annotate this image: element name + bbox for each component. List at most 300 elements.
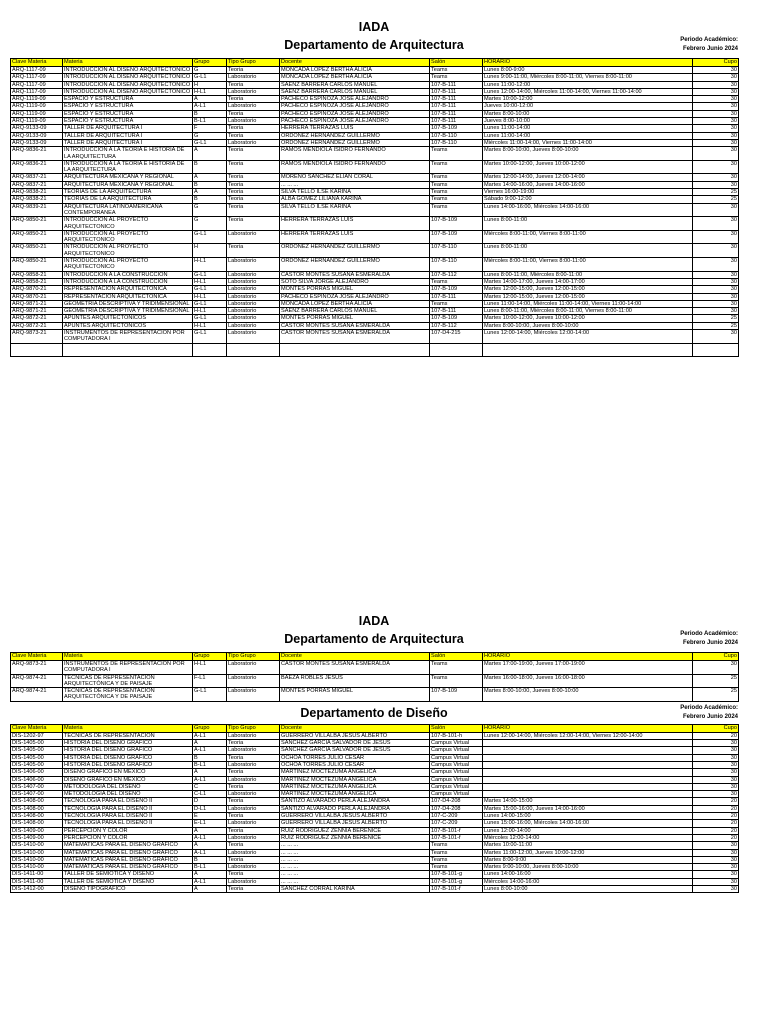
cell-cupo: 20 — [693, 805, 739, 812]
cell-docente: PACHECO ESPINOZA JOSE ALEJANDRO — [280, 96, 430, 103]
cell-docente: ORDOÑEZ HERNANDEZ GUILLERMO — [280, 132, 430, 139]
cell-materia: MATEMATICAS PARA EL DISEÑO GRAFICO — [63, 864, 193, 871]
table-row — [11, 864, 739, 871]
cell-cupo: 30 — [693, 203, 739, 217]
cell-clave-materia: ARQ-1117-09 — [11, 67, 63, 74]
cell-clave-materia: ARQ-9838-21 — [11, 196, 63, 203]
cell-clave-materia: DIS-1410-00 — [11, 849, 63, 856]
cell-horario — [483, 769, 693, 776]
cell-clave-materia: DIS-1408-00 — [11, 820, 63, 827]
table-row — [11, 110, 739, 117]
cell-docente: CASTOR MONTES SUSANA ESMERALDA — [280, 322, 430, 329]
cell-docente: SANTIZO ALVARADO PERLA ALEJANDRA — [280, 805, 430, 812]
cell-salon: 107-B-101-f — [430, 886, 483, 893]
cell-cupo: 30 — [693, 293, 739, 300]
cell-grupo: F — [193, 125, 227, 132]
cell-horario: Martes 10:00-12:00, Jueves 10:00-12:00 — [483, 315, 693, 322]
cell-salon: Campus Virtual — [430, 754, 483, 761]
cell-horario: Martes 10:00-11:00 — [483, 842, 693, 849]
cell-tipo-grupo: Laboratorio — [227, 674, 280, 688]
cell-cupo: 30 — [693, 661, 739, 675]
cell-tipo-grupo: Teoria — [227, 81, 280, 88]
cell-tipo-grupo: Teoria — [227, 798, 280, 805]
cell-grupo: G — [193, 67, 227, 74]
cell-grupo: G-L1 — [193, 286, 227, 293]
cell-horario: Jueves 8:00-10:00 — [483, 118, 693, 125]
cell-salon: 107-B-111 — [430, 308, 483, 315]
cell-grupo: B — [193, 754, 227, 761]
cell-clave-materia: DIS-1408-00 — [11, 813, 63, 820]
table-row — [11, 761, 739, 768]
cell-docente: RAMOS MENDIOLA ISIDRO FERNANDO — [280, 160, 430, 174]
column-header-materia: Materia — [63, 724, 193, 732]
cell-cupo: 30 — [693, 286, 739, 293]
column-header-clave-materia: Clave Materia — [11, 724, 63, 732]
cell-horario: Lunes 12:00-14:00, Miércoles 12:00-14:00 — [483, 329, 693, 343]
cell-materia: PERCEPCION Y COLOR — [63, 834, 193, 841]
cell-horario: Lunes 11:00-14:00 — [483, 132, 693, 139]
cell-horario: Martes 15:00-16:00, Jueves 14:00-16:00 — [483, 805, 693, 812]
cell-cupo: 30 — [693, 125, 739, 132]
table-row — [11, 871, 739, 878]
cell-materia: PERCEPCION Y COLOR — [63, 827, 193, 834]
cell-clave-materia: ARQ-9839-21 — [11, 203, 63, 217]
cell-cupo: 30 — [693, 160, 739, 174]
cell-horario: Martes 12:00-15:00, Jueves 12:00-15:00 — [483, 293, 693, 300]
cell-cupo: 30 — [693, 329, 739, 343]
cell-cupo: 20 — [693, 834, 739, 841]
cell-cupo: 30 — [693, 174, 739, 181]
cell-materia: MATEMATICAS PARA EL DISEÑO GRAFICO — [63, 856, 193, 863]
cell-horario: Miércoles 14:00-16:00 — [483, 878, 693, 885]
cell-docente: HERRERA TERRAZAS LUIS — [280, 217, 430, 231]
cell-tipo-grupo: Teoria — [227, 842, 280, 849]
institution-title: IADA — [358, 20, 390, 34]
cell-docente: ALBA GOMEZ LILIANA KARINA — [280, 196, 430, 203]
cell-cupo: 25 — [693, 674, 739, 688]
cell-cupo: 30 — [693, 300, 739, 307]
cell-clave-materia: ARQ-9850-21 — [11, 217, 63, 231]
cell-docente: PACHECO ESPINOZA JOSE ALEJANDRO — [280, 118, 430, 125]
periodo-label: Periodo Académico: Febrero Junio 2024 — [680, 631, 738, 646]
cell-docente: SANCHEZ CORRAL KARINA — [280, 886, 430, 893]
cell-docente: ... ... ... — [280, 842, 430, 849]
cell-materia: MATEMATICAS PARA EL DISEÑO GRAFICO — [63, 849, 193, 856]
cell-grupo: A — [193, 96, 227, 103]
cell-docente: OCHOA TORRES JULIO CESAR — [280, 761, 430, 768]
cell-horario: Lunes 15:00-16:00, Miércoles 14:00-16:00 — [483, 820, 693, 827]
cell-tipo-grupo: Laboratorio — [227, 878, 280, 885]
cell-materia: TECNICAS DE REPRESENTACIÓN ARQUITECTÓNICA Y DE PAISAJE — [63, 688, 193, 702]
table-row — [11, 878, 739, 885]
cell-cupo: 30 — [693, 761, 739, 768]
cell-salon: Teams — [430, 160, 483, 174]
cell-materia: TEORIAS DE LA ARQUITECTURA — [63, 196, 193, 203]
cell-materia: INTRODUCCIÓN A LA CONSTRUCCIÓN — [63, 278, 193, 285]
cell-tipo-grupo: Teoria — [227, 856, 280, 863]
cell-salon: Teams — [430, 278, 483, 285]
cell-salon: 107-D4-215 — [430, 329, 483, 343]
table-row — [11, 132, 739, 139]
cell-salon: Campus Virtual — [430, 761, 483, 768]
cell-docente: MORENO SANCHEZ ELIAN CORAL — [280, 174, 430, 181]
table-row — [11, 805, 739, 812]
cell-horario: Martes 14:00-16:00, Jueves 14:00-16:00 — [483, 181, 693, 188]
cell-cupo: 30 — [693, 74, 739, 81]
cell-horario: Martes 11:00-12:00, Jueves 10:00-12:00 — [483, 849, 693, 856]
table-row — [11, 189, 739, 196]
cell-clave-materia: ARQ-9872-21 — [11, 315, 63, 322]
schedule-table-arquitectura — [10, 58, 739, 357]
table-row — [11, 67, 739, 74]
cell-salon: Teams — [430, 181, 483, 188]
cell-cupo: 30 — [693, 740, 739, 747]
table-row — [11, 147, 739, 161]
cell-tipo-grupo: Teoria — [227, 174, 280, 181]
cell-grupo: A — [193, 189, 227, 196]
cell-salon: Campus Virtual — [430, 791, 483, 798]
cell-materia: ESPACIO Y ESTRUCTURA — [63, 103, 193, 110]
table-row — [11, 244, 739, 258]
cell-cupo: 30 — [693, 81, 739, 88]
column-header-horario: HORARIO — [483, 59, 693, 67]
cell-tipo-grupo: Laboratorio — [227, 849, 280, 856]
table-row — [11, 747, 739, 754]
cell-docente: PACHECO ESPINOZA JOSE ALEJANDRO — [280, 293, 430, 300]
cell-grupo: A — [193, 827, 227, 834]
cell-tipo-grupo: Laboratorio — [227, 300, 280, 307]
cell-cupo: 30 — [693, 67, 739, 74]
cell-salon: 107-B-109 — [430, 688, 483, 702]
table-row — [11, 886, 739, 893]
cell-tipo-grupo: Teoria — [227, 189, 280, 196]
table-row — [11, 160, 739, 174]
table-row — [11, 688, 739, 702]
cell-grupo: H-L1 — [193, 88, 227, 95]
cell-clave-materia: DIS-1405-00 — [11, 761, 63, 768]
cell-materia: HISTORIA DEL DISEÑO GRAFICO — [63, 740, 193, 747]
cell-materia: ARQUITECTURA LATINOAMERICANA CONTEMPORANEA — [63, 203, 193, 217]
cell-clave-materia: ARQ-9837-21 — [11, 181, 63, 188]
cell-horario: Viernes 16:00-19:00 — [483, 189, 693, 196]
cell-grupo: A-L1 — [193, 732, 227, 739]
department-title: Departamento de Arquitectura — [284, 632, 464, 646]
cell-horario — [483, 343, 693, 356]
cell-cupo: 30 — [693, 886, 739, 893]
cell-horario: Martes 8:00-10:00, Jueves 8:00-10:00 — [483, 322, 693, 329]
cell-horario: Martes 8:00-10:00, Jueves 8:00-10:00 — [483, 688, 693, 702]
cell-salon: 107-B-101-f — [430, 827, 483, 834]
table-row — [11, 834, 739, 841]
table-row — [11, 329, 739, 343]
cell-materia: TECNOLOGIA PARA EL DISEÑO II — [63, 813, 193, 820]
cell-cupo: 30 — [693, 118, 739, 125]
cell-tipo-grupo: Laboratorio — [227, 864, 280, 871]
table-row — [11, 125, 739, 132]
cell-tipo-grupo: Teoria — [227, 871, 280, 878]
column-header-docente: Docente — [280, 59, 430, 67]
cell-grupo: A — [193, 842, 227, 849]
cell-materia: DISEÑO GRAFICO EN MEXICO — [63, 776, 193, 783]
cell-grupo: A — [193, 174, 227, 181]
cell-salon: Teams — [430, 842, 483, 849]
cell-tipo-grupo: Laboratorio — [227, 315, 280, 322]
cell-salon: Teams — [430, 67, 483, 74]
cell-docente: ... ... ... — [280, 856, 430, 863]
table-row — [11, 300, 739, 307]
cell-docente: SAENZ BARRERA CARLOS MANUEL — [280, 88, 430, 95]
cell-salon: 107-B-111 — [430, 118, 483, 125]
cell-cupo: 30 — [693, 747, 739, 754]
cell-tipo-grupo: Teoria — [227, 813, 280, 820]
cell-tipo-grupo: Teoria — [227, 96, 280, 103]
cell-grupo: A-L1 — [193, 878, 227, 885]
schedule-table-arquitectura-cont — [10, 652, 739, 702]
cell-docente: SILVA TELLO ILSE KARINA — [280, 203, 430, 217]
table-row — [11, 849, 739, 856]
cell-salon: 107-B-111 — [430, 81, 483, 88]
cell-materia: TECNOLOGIA PARA EL DISEÑO II — [63, 820, 193, 827]
cell-salon: Teams — [430, 196, 483, 203]
cell-grupo: G-L1 — [193, 230, 227, 244]
cell-grupo: A — [193, 147, 227, 161]
cell-salon: Teams — [430, 849, 483, 856]
cell-docente: RUIZ RODRIGUEZ ZENNIA BERENICE — [280, 827, 430, 834]
table-row — [11, 842, 739, 849]
cell-clave-materia: DIS-1412-00 — [11, 886, 63, 893]
header-row — [11, 653, 739, 661]
cell-materia: GEOMETRIA DESCRIPTIVA Y TRIDIMENSIONAL — [63, 308, 193, 315]
cell-horario: Martes 9:00-10:00, Jueves 8:00-10:00 — [483, 864, 693, 871]
cell-cupo: 20 — [693, 732, 739, 739]
schedule-page-2 — [10, 614, 738, 893]
cell-tipo-grupo: Laboratorio — [227, 271, 280, 278]
cell-docente: MONCADA LOPEZ BERTHA ALICIA — [280, 67, 430, 74]
cell-docente: BAEZA ROBLES JESUS — [280, 674, 430, 688]
cell-docente: CASTOR MONTES SUSANA ESMERALDA — [280, 329, 430, 343]
section-header — [10, 702, 738, 724]
cell-materia: ESPACIO Y ESTRUCTURA — [63, 118, 193, 125]
page-header — [10, 614, 738, 652]
table-row — [11, 308, 739, 315]
cell-clave-materia: DIS-1408-00 — [11, 798, 63, 805]
cell-cupo: 30 — [693, 878, 739, 885]
table-row — [11, 813, 739, 820]
cell-cupo: 30 — [693, 271, 739, 278]
cell-docente: ORDOÑEZ HERNANDEZ GUILLERMO — [280, 258, 430, 272]
table-row — [11, 674, 739, 688]
cell-cupo: 25 — [693, 315, 739, 322]
cell-tipo-grupo: Laboratorio — [227, 661, 280, 675]
table-row — [11, 139, 739, 146]
cell-horario — [483, 761, 693, 768]
cell-grupo: B — [193, 196, 227, 203]
cell-tipo-grupo: Teoria — [227, 827, 280, 834]
cell-horario: Martes 8:00-10:00 — [483, 110, 693, 117]
schedule-page-1 — [10, 20, 738, 357]
cell-materia: INTRODUCCION AL PROYECTO ARQUITECTONICO — [63, 230, 193, 244]
table-row — [11, 322, 739, 329]
cell-docente: ... ... ... — [280, 871, 430, 878]
cell-horario: Lunes 8:00-11:00 — [483, 244, 693, 258]
cell-tipo-grupo: Teoria — [227, 147, 280, 161]
cell-grupo: A — [193, 740, 227, 747]
cell-materia: INTRODUCCIÓN A LA TEORIA E HISTORIA DE LA ARQUITECTURA — [63, 147, 193, 161]
cell-horario: Lunes 12:00-14:00 — [483, 827, 693, 834]
cell-tipo-grupo: Laboratorio — [227, 322, 280, 329]
cell-cupo: 30 — [693, 791, 739, 798]
cell-clave-materia: ARQ-9874-21 — [11, 674, 63, 688]
cell-horario: Miércoles 11:00-14:00, Viernes 11:00-14:00 — [483, 139, 693, 146]
cell-tipo-grupo: Laboratorio — [227, 805, 280, 812]
column-header-grupo: Grupo — [193, 59, 227, 67]
cell-salon: Campus Virtual — [430, 776, 483, 783]
column-header-tipo-grupo: Tipo Grupo — [227, 59, 280, 67]
cell-cupo: 30 — [693, 754, 739, 761]
cell-clave-materia: ARQ-9870-21 — [11, 286, 63, 293]
cell-materia: ESPACIO Y ESTRUCTURA — [63, 96, 193, 103]
cell-materia: TECNOLOGIA PARA EL DISEÑO II — [63, 798, 193, 805]
cell-tipo-grupo: Laboratorio — [227, 820, 280, 827]
column-header-horario: HORARIO — [483, 724, 693, 732]
column-header-grupo: Grupo — [193, 724, 227, 732]
cell-docente: CASTOR MONTES SUSANA ESMERALDA — [280, 661, 430, 675]
cell-grupo: G-L1 — [193, 74, 227, 81]
department-title: Departamento de Diseño — [300, 705, 448, 720]
cell-tipo-grupo: Laboratorio — [227, 761, 280, 768]
cell-horario: Martes 12:00-15:00, Jueves 12:00-15:00 — [483, 286, 693, 293]
cell-salon: 107-B-111 — [430, 103, 483, 110]
cell-grupo: D — [193, 798, 227, 805]
table-row — [11, 791, 739, 798]
column-header-salon: Salón — [430, 59, 483, 67]
column-header-clave-materia: Clave Materia — [11, 653, 63, 661]
cell-docente: MONTES PORRAS MIGUEL — [280, 688, 430, 702]
cell-tipo-grupo: Teoria — [227, 783, 280, 790]
cell-tipo-grupo: Teoria — [227, 754, 280, 761]
cell-horario — [483, 776, 693, 783]
cell-materia: APUNTES ARQUITECTÓNICOS — [63, 315, 193, 322]
cell-clave-materia: DIS-1407-00 — [11, 783, 63, 790]
cell-cupo: 25 — [693, 189, 739, 196]
cell-materia: TECNOLOGIA PARA EL DISEÑO II — [63, 805, 193, 812]
cell-tipo-grupo: Teoria — [227, 886, 280, 893]
cell-horario: Lunes 14:00-16:00 — [483, 871, 693, 878]
cell-horario — [483, 754, 693, 761]
page-header — [10, 20, 738, 58]
cell-cupo: 30 — [693, 856, 739, 863]
cell-docente: HERRERA TERRAZAS LUIS — [280, 125, 430, 132]
cell-grupo: H — [193, 244, 227, 258]
cell-tipo-grupo: Laboratorio — [227, 103, 280, 110]
table-row — [11, 740, 739, 747]
table-row — [11, 820, 739, 827]
cell-clave-materia — [11, 343, 63, 356]
table-row — [11, 81, 739, 88]
cell-docente: ORDOÑEZ HERNANDEZ GUILLERMO — [280, 244, 430, 258]
cell-salon: 107-B-101-h — [430, 732, 483, 739]
cell-materia: TALLER DE SEMIOTICA Y DISEÑO — [63, 878, 193, 885]
cell-tipo-grupo: Laboratorio — [227, 776, 280, 783]
cell-tipo-grupo: Laboratorio — [227, 286, 280, 293]
cell-horario: Lunes 9:00-11:00, Miércoles 8:00-11:00, Viernes 8:00-11:00 — [483, 74, 693, 81]
cell-docente: ... ... ... — [280, 181, 430, 188]
cell-salon: 107-B-109 — [430, 217, 483, 231]
cell-docente: GUERRERO VILLALBA JESUS ALBERTO — [280, 820, 430, 827]
cell-materia: INTRODUCCION AL DISEÑO ARQUITECTONICO — [63, 88, 193, 95]
column-header-salon: Salón — [430, 653, 483, 661]
cell-materia: DISEÑO GRAFICO EN MEXICO — [63, 769, 193, 776]
table-row — [11, 798, 739, 805]
table-row — [11, 783, 739, 790]
cell-cupo: 30 — [693, 181, 739, 188]
table-row — [11, 286, 739, 293]
cell-salon: 107-C-209 — [430, 813, 483, 820]
cell-materia: HISTORIA DEL DISEÑO GRAFICO — [63, 747, 193, 754]
institution-title: IADA — [358, 614, 390, 628]
cell-clave-materia: DIS-1406-00 — [11, 769, 63, 776]
table-row — [11, 278, 739, 285]
cell-grupo: B — [193, 160, 227, 174]
cell-salon: 107-D4-208 — [430, 805, 483, 812]
cell-grupo: C — [193, 783, 227, 790]
table-row — [11, 769, 739, 776]
cell-clave-materia: ARQ-9850-21 — [11, 244, 63, 258]
cell-salon: 107-B-112 — [430, 271, 483, 278]
column-header-docente: Docente — [280, 653, 430, 661]
cell-materia — [63, 343, 193, 356]
table-row — [11, 776, 739, 783]
cell-clave-materia: ARQ-9871-21 — [11, 308, 63, 315]
cell-cupo: 20 — [693, 820, 739, 827]
table-row — [11, 203, 739, 217]
cell-tipo-grupo: Teoria — [227, 160, 280, 174]
cell-horario: Martes 17:00-19:00, Jueves 17:00-19:00 — [483, 661, 693, 675]
periodo-label: Periodo Académico: Febrero Junio 2024 — [680, 37, 738, 52]
cell-salon: Teams — [430, 189, 483, 196]
cell-horario: Martes 10:00-12:00, Jueves 10:00-12:00 — [483, 160, 693, 174]
cell-cupo — [693, 343, 739, 356]
table-row — [11, 343, 739, 356]
column-header-docente: Docente — [280, 724, 430, 732]
cell-docente: MARTINEZ MOCTEZUMA ANGELICA — [280, 791, 430, 798]
cell-docente: MONTES PORRAS MIGUEL — [280, 315, 430, 322]
cell-docente: ... ... ... — [280, 849, 430, 856]
table-row — [11, 88, 739, 95]
cell-grupo: C-L1 — [193, 791, 227, 798]
cell-docente: PACHECO ESPINOZA JOSE ALEJANDRO — [280, 103, 430, 110]
cell-tipo-grupo: Teoria — [227, 132, 280, 139]
cell-materia: MATEMATICAS PARA EL DISEÑO GRAFICO — [63, 842, 193, 849]
column-header-clave-materia: Clave Materia — [11, 59, 63, 67]
column-header-salon: Salón — [430, 724, 483, 732]
cell-clave-materia: DIS-1409-00 — [11, 827, 63, 834]
cell-salon: 107-B-101-g — [430, 878, 483, 885]
cell-clave-materia: ARQ-9873-21 — [11, 661, 63, 675]
cell-grupo: A — [193, 769, 227, 776]
cell-cupo: 25 — [693, 688, 739, 702]
cell-materia: TECNICAS DE REPRESENTACIÓN ARQUITECTÓNICA Y DE PAISAJE — [63, 674, 193, 688]
cell-docente: SOTO SILVA JORGE ALEJANDRO — [280, 278, 430, 285]
cell-salon: Teams — [430, 147, 483, 161]
cell-salon: 107-B-101-g — [430, 871, 483, 878]
cell-horario: Martes 10:00-12:00 — [483, 96, 693, 103]
cell-cupo: 30 — [693, 147, 739, 161]
cell-cupo: 30 — [693, 864, 739, 871]
cell-clave-materia: ARQ-9838-21 — [11, 189, 63, 196]
cell-docente: SILVA TELLO ILSE KARINA — [280, 189, 430, 196]
cell-materia: INTRODUCCION AL DISEÑO ARQUITECTONICO — [63, 81, 193, 88]
